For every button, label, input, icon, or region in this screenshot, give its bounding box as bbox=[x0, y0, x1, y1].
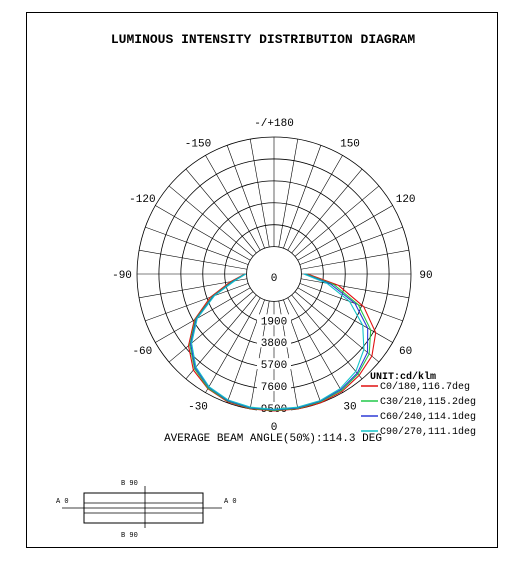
legend-label-3: C60/240,114.1deg bbox=[380, 412, 477, 423]
radial-tick-label: 5700 bbox=[260, 360, 288, 373]
angle-label: -120 bbox=[129, 194, 156, 206]
grid-spoke bbox=[279, 139, 298, 247]
angle-label: 120 bbox=[395, 194, 416, 206]
label-a0-left: A 0 bbox=[56, 498, 69, 506]
angle-label: -/+180 bbox=[254, 118, 294, 130]
angle-label: 90 bbox=[419, 270, 433, 282]
angle-label: -150 bbox=[184, 138, 212, 151]
grid-spoke bbox=[283, 145, 320, 248]
grid-spoke bbox=[169, 292, 253, 362]
unit-label: UNIT:cd/klm bbox=[370, 372, 437, 383]
grid-spoke bbox=[301, 279, 409, 298]
grid-spoke bbox=[300, 227, 403, 264]
label-b90-top: B 90 bbox=[121, 480, 138, 488]
label-a0-right: A 0 bbox=[224, 498, 237, 506]
legend bbox=[361, 371, 476, 438]
angle-label: 150 bbox=[340, 138, 360, 151]
grid-spoke bbox=[169, 186, 253, 256]
legend-label-2: C30/210,115.2deg bbox=[380, 397, 477, 408]
grid-spoke bbox=[300, 283, 403, 320]
grid-spoke bbox=[145, 283, 248, 320]
grid-spoke bbox=[186, 169, 256, 253]
grid-spoke bbox=[186, 295, 256, 379]
angle-label: 30 bbox=[343, 401, 357, 414]
grid-spoke bbox=[227, 145, 264, 248]
label-b90-bottom: B 90 bbox=[121, 532, 138, 540]
legend-label-4: C90/270,111.1deg bbox=[380, 427, 477, 438]
angle-label: -60 bbox=[132, 346, 153, 358]
angle-label: -90 bbox=[112, 270, 132, 282]
grid-spoke bbox=[301, 250, 409, 269]
grid-spoke bbox=[295, 292, 379, 362]
legend-label-1: C0/180,116.7deg bbox=[380, 382, 471, 393]
radial-tick-label: 7600 bbox=[260, 382, 288, 395]
angle-label: 0 bbox=[270, 422, 278, 434]
grid-spoke bbox=[292, 169, 362, 253]
chart-title: LUMINOUS INTENSITY DISTRIBUTION DIAGRAM bbox=[110, 32, 416, 47]
grid-spoke bbox=[292, 295, 362, 379]
average-beam-angle: AVERAGE BEAM ANGLE(50%):114.3 DEG bbox=[164, 433, 382, 445]
radial-tick-label: 3800 bbox=[260, 338, 288, 351]
radial-tick-label: 1900 bbox=[260, 316, 288, 329]
luminaire-diagram bbox=[56, 480, 237, 540]
center-label: 0 bbox=[270, 273, 278, 285]
grid-spoke bbox=[250, 139, 269, 247]
grid-spoke bbox=[295, 186, 379, 256]
angle-label: 60 bbox=[399, 346, 413, 358]
radial-tick-label: 9500 bbox=[260, 404, 288, 416]
grid-spoke bbox=[139, 250, 247, 269]
grid-spoke bbox=[145, 227, 248, 264]
angle-label: -30 bbox=[188, 401, 208, 414]
